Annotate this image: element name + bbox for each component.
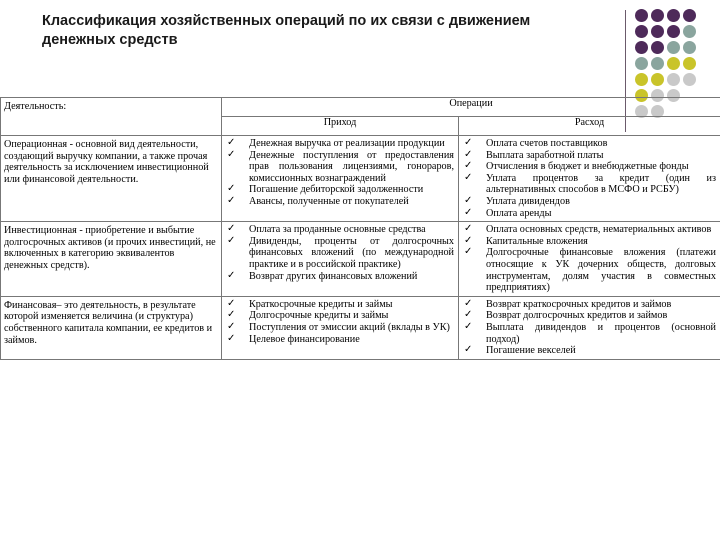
header-activity: Деятельность:: [1, 98, 222, 136]
decor-dot: [635, 25, 648, 38]
decor-dot: [651, 73, 664, 86]
list-item: ✓ Долгосрочные финансовые вложения (платежи относящие к УК дочерних обществ, долговых инструментам, долям участия в совместных предприятиях): [459, 247, 716, 293]
list-item: ✓ Поступления от эмиссии акций (вклады в УК): [222, 322, 454, 334]
list-item: ✓ Возврат других финансовых вложений: [222, 271, 454, 283]
activity-cell: [1, 136, 222, 222]
header-expense: Расход: [459, 117, 720, 136]
decor-dot: [635, 73, 648, 86]
income-cell: [222, 222, 459, 297]
list-item: ✓ Оплата основных средств, нематериальных активов: [459, 224, 716, 236]
list-item: ✓ Целевое финансирование: [222, 334, 454, 346]
decor-dot: [635, 9, 648, 22]
header-operations: Операции: [222, 98, 720, 117]
table-row: [1, 296, 720, 359]
expense-cell: [459, 136, 720, 222]
income-list: [222, 224, 454, 282]
header-income: Приход: [222, 117, 459, 136]
decor-dot: [683, 57, 696, 70]
decor-dot: [651, 57, 664, 70]
expense-cell: [459, 296, 720, 359]
income-list: [222, 138, 454, 208]
decor-dot: [667, 25, 680, 38]
list-item: ✓ Оплата за проданные основные средства: [222, 224, 454, 236]
table-row: [1, 222, 720, 297]
activity-cell: [1, 222, 222, 297]
list-item: ✓ Денежная выручка от реализации продукции: [222, 138, 454, 150]
list-item: ✓ Оплата аренды: [459, 208, 716, 220]
decor-dot: [667, 9, 680, 22]
income-cell: [222, 296, 459, 359]
expense-cell: [459, 222, 720, 297]
slide-title: Классификация хозяйственных операций по их связи с движением денежных средств: [42, 13, 531, 48]
list-item: ✓ Краткосрочные кредиты и займы: [222, 299, 454, 311]
list-item: ✓ Возврат краткосрочных кредитов и займов: [459, 299, 716, 311]
decor-dot: [635, 57, 648, 70]
list-item: ✓ Дивиденды, проценты от долгосрочных финансовых вложений (по международной практике и в российской практике): [222, 236, 454, 271]
decor-dot: [683, 73, 696, 86]
activity-text: Инвестиционная - приобретение и выбытие долгосрочных активов (и прочих инвестиций, не включенных в категорию эквивалентов денежных средств).: [4, 225, 216, 271]
income-list: [222, 299, 454, 345]
list-item: ✓ Денежные поступления от предоставления прав пользования лицензиями, гонораров, комиссионных вознаграждений: [222, 150, 454, 185]
activity-text: Финансовая– это деятельность, в результате которой изменяется величина (и структура) собственного капитала компании, ее кредитов и займов.: [4, 299, 213, 346]
decor-dot: [683, 9, 696, 22]
list-item: ✓ Выплата заработной платы: [459, 150, 716, 162]
decor-dot: [683, 25, 696, 38]
decor-dot: [667, 73, 680, 86]
decor-dot: [667, 41, 680, 54]
table-row: [1, 136, 720, 222]
list-item: ✓ Уплата процентов за кредит (один из альтернативных способов в МСФО и РСБУ): [459, 173, 716, 196]
list-item: ✓ Погашение дебиторской задолженности: [222, 184, 454, 196]
decor-dot: [651, 9, 664, 22]
operations-table: [0, 97, 720, 360]
list-item: ✓ Уплата дивидендов: [459, 196, 716, 208]
decor-dot: [683, 41, 696, 54]
list-item: ✓ Выплата дивидендов и процентов (основной подход): [459, 322, 716, 345]
activity-text: Операционная - основной вид деятельности, создающий выручку компании, а также прочая деятельность за исключением инвестиционной или финансовой деятельности.: [4, 139, 209, 185]
expense-list: [459, 299, 716, 357]
expense-list: [459, 138, 716, 219]
expense-list: [459, 224, 716, 294]
list-item: ✓ Погашение векселей: [459, 345, 716, 357]
list-item: ✓ Авансы, полученные от покупателей: [222, 196, 454, 208]
decor-dot: [651, 25, 664, 38]
decor-dot: [635, 41, 648, 54]
list-item: ✓ Возврат долгосрочных кредитов и займов: [459, 310, 716, 322]
list-item: ✓ Оплата счетов поставщиков: [459, 138, 716, 150]
activity-cell: [1, 296, 222, 359]
income-cell: [222, 136, 459, 222]
list-item: ✓ Капитальные вложения: [459, 236, 716, 248]
list-item: ✓ Долгосрочные кредиты и займы: [222, 310, 454, 322]
decor-dot: [651, 41, 664, 54]
list-item: ✓ Отчисления в бюджет и внебюджетные фонды: [459, 161, 716, 173]
decor-dot: [667, 57, 680, 70]
